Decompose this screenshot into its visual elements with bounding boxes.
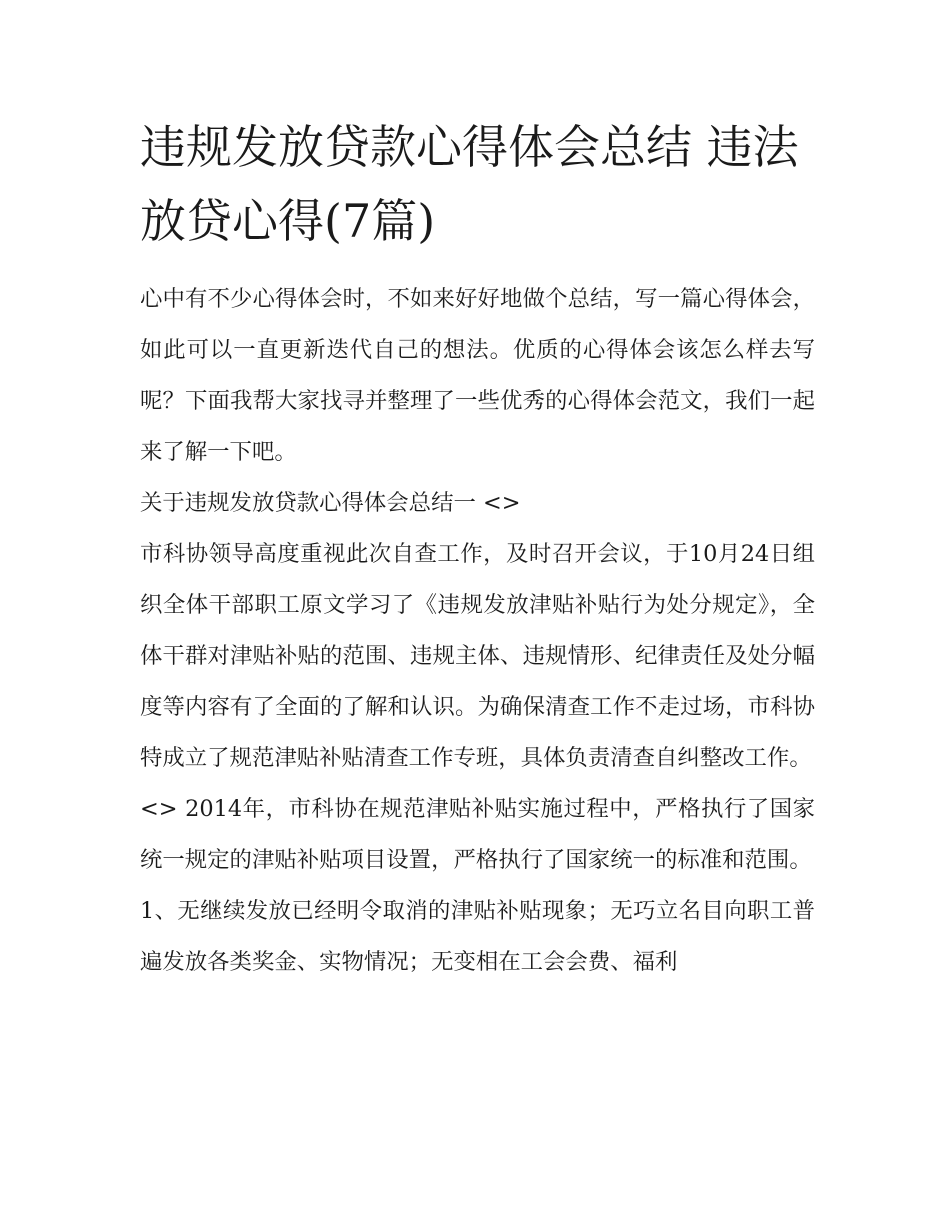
document-title: 违规发放贷款心得体会总结 违法放贷心得(7篇): [140, 120, 799, 248]
section-heading: 关于违规发放贷款心得体会总结一 <>: [140, 490, 521, 516]
body-paragraph: <> 2014年，市科协在规范津贴补贴实施过程中，严格执行了国家统一规定的津贴补贴项目设置，严格执行了国家统一的标准和范围。: [140, 796, 815, 873]
intro-paragraph: 心中有不少心得体会时，不如来好好地做个总结，写一篇心得体会，如此可以一直更新迭代自己的想法。优质的心得体会该怎么样去写呢？下面我帮大家找寻并整理了一些优秀的心得体会范文，我们一起来了解一下吧。: [140, 286, 815, 465]
document-page: [140, 110, 815, 988]
body-paragraph: 市科协领导高度重视此次自查工作，及时召开会议，于10月24日组织全体干部职工原文学习了《违规发放津贴补贴行为处分规定》，全体干群对津贴补贴的范围、违规主体、违规情形、纪律责任及处分幅度等内容有了全面的了解和认识。为确保清查工作不走过场，市科协特成立了规范津贴补贴清查工作专班，具体负责清查自纠整改工作。: [140, 541, 815, 771]
list-item: 1、无继续发放已经明令取消的津贴补贴现象；无巧立名目向职工普遍发放各类奖金、实物情况；无变相在工会会费、福利: [140, 898, 815, 975]
